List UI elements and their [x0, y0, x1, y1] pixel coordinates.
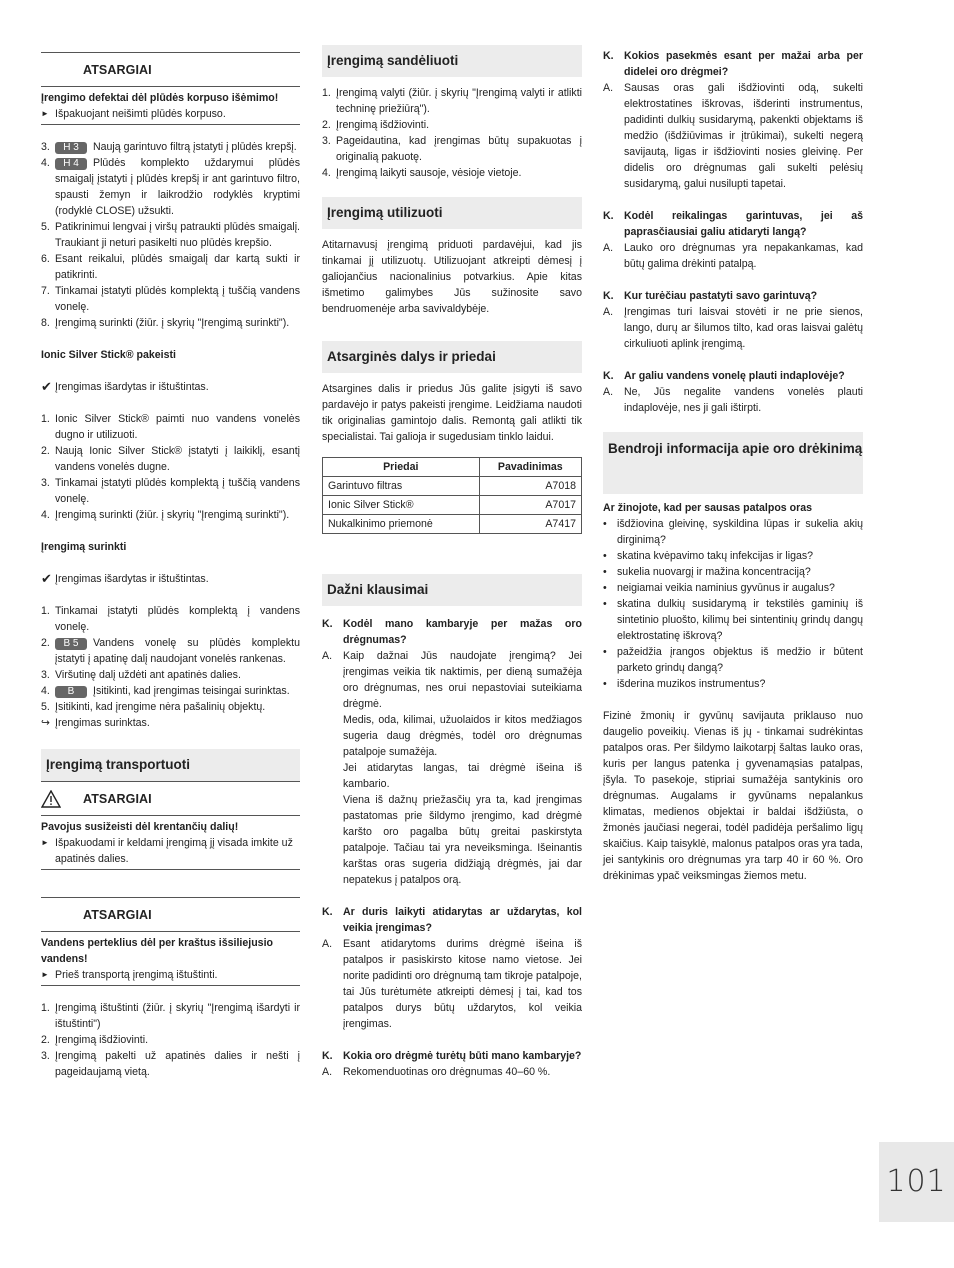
- list-item: [603, 580, 863, 596]
- table-row: [323, 477, 582, 496]
- answer-label: A.: [603, 306, 614, 318]
- store-steps: [322, 85, 582, 181]
- step-text: Įrengimą laikyti sausoje, vėsioje vietoje.: [336, 167, 522, 179]
- warning-bullet-text: Išpakuodami ir keldami įrengimą jį visada imkite už apatinės dalies.: [55, 837, 293, 865]
- info-subtitle: Ar žinojote, kad per sausas patalpos oras: [603, 502, 812, 514]
- step: [41, 1000, 300, 1032]
- step-text: Įrengimą valyti (žiūr. į skyrių "Įrengimą valyti ir atlikti techninę priežiūrą").: [336, 87, 582, 115]
- step-text: Patikrinimui lengvai į viršų patraukti plūdės smaigalį. Traukiant ji neturi pasikelti nuo plūdės krepšio.: [55, 221, 300, 249]
- step-number: 4.: [41, 509, 50, 521]
- warning-head: [41, 898, 300, 932]
- step-number: 4.: [322, 167, 331, 179]
- faq-item: [603, 368, 863, 416]
- step-number: 3.: [41, 141, 50, 153]
- figure-badge: H 3: [55, 142, 87, 154]
- question-text: Kodėl mano kambaryje per mažas oro drėgnumas?: [343, 618, 582, 646]
- question-label: K.: [322, 618, 333, 630]
- table-cell: Ionic Silver Stick®: [323, 496, 480, 515]
- table-cell: A7018: [479, 477, 581, 496]
- bullet-icon: •: [603, 566, 607, 578]
- step-number: 2.: [41, 1034, 50, 1046]
- table-cell: A7417: [479, 515, 581, 534]
- warning-subtitle: Įrengimo defektai dėl plūdės korpuso išėmimo!: [41, 92, 279, 104]
- warning-head: [41, 53, 300, 87]
- faq-question: [322, 904, 582, 936]
- table-cell: A7017: [479, 496, 581, 515]
- column-left: [41, 52, 300, 1080]
- faq-question: [322, 1048, 582, 1064]
- step-number: 7.: [41, 285, 50, 297]
- step-text: Tinkamai įstatyti plūdės komplektą į vandens vonelę.: [55, 605, 300, 633]
- step-text: Įsitikinti, kad įrengime nėra pašalinių objektų.: [55, 701, 266, 713]
- checkmark-icon: ✔: [41, 379, 52, 394]
- faq-item: [603, 208, 863, 272]
- step: [41, 155, 300, 219]
- warning-title: ATSARGIAI: [83, 791, 152, 806]
- faq-question: [603, 288, 863, 304]
- answer-text: Kaip dažnai Jūs naudojate įrengimą? Jei įrengimas veikia tik naktimis, per dieną sumažėja oro drėgnumas, nes orui nepastoviai suteikiama drėgmė.: [343, 650, 582, 710]
- triangle-bullet-icon: ►: [41, 838, 49, 847]
- step-number: 4.: [41, 685, 50, 697]
- warning-bullet: [41, 967, 300, 983]
- ionic-heading: Ionic Silver Stick® pakeisti: [41, 349, 176, 361]
- faq-question: [603, 368, 863, 384]
- step-number: 3.: [322, 135, 331, 147]
- table-header-row: [323, 458, 582, 477]
- step: [41, 219, 300, 251]
- faq-answer: [322, 1064, 582, 1080]
- warning-bullet-text: Išpakuojant neišimti plūdės korpuso.: [55, 108, 226, 120]
- step: [41, 411, 300, 443]
- warning-bullet: [41, 106, 300, 122]
- step-number: 2.: [41, 637, 50, 649]
- step-text: Įsitikinti, kad įrengimas teisingai surinktas.: [93, 685, 290, 697]
- faq-answer: [322, 936, 582, 1032]
- step-text: Įrengimą išdžiovinti.: [336, 119, 430, 131]
- faq-question: [603, 48, 863, 80]
- section-heading-faq: Dažni klausimai: [322, 574, 582, 606]
- warning-title: ATSARGIAI: [83, 62, 152, 77]
- question-label: K.: [603, 370, 614, 382]
- question-text: Kokios pasekmės esant per mažai arba per didelei oro drėgmei?: [624, 50, 863, 78]
- faq-item: [603, 48, 863, 192]
- result-text: Įrengimas surinktas.: [55, 717, 150, 729]
- step-number: 5.: [41, 221, 50, 233]
- step-number: 2.: [41, 445, 50, 457]
- step: [41, 443, 300, 475]
- faq-answer: [603, 80, 863, 192]
- precondition: [41, 571, 300, 587]
- step-text: Įrengimą pakelti už apatinės dalies ir nešti į pageidaujamą vietą.: [55, 1050, 300, 1078]
- ionic-steps: [41, 411, 300, 523]
- table-row: [323, 515, 582, 534]
- list-item: [603, 596, 863, 644]
- result: [41, 715, 300, 731]
- parts-table: [322, 457, 582, 534]
- step: [41, 1032, 300, 1048]
- answer-text: Viena iš dažnų priežasčių yra ta, kad įrengimas pastatomas prie šildymo įrengimo, kad drėgmė karšto oro pagalba būtų greitai paskirstyta patalpoje. Tačiau tai yra neveiksminga. Išeinantis karštas oras sugeria didžiąją drėgmės, jai dar nepatekus į patalpos orą.: [343, 794, 582, 886]
- step: [41, 667, 300, 683]
- answer-text: Lauko oro drėgnumas yra nepakankamas, kad būtų galima drėkinti patalpą.: [624, 242, 863, 270]
- step: [41, 1048, 300, 1080]
- bullet-icon: •: [603, 550, 607, 562]
- answer-text: Rekomenduotinas oro drėgnumas 40–60 %.: [343, 1066, 551, 1078]
- step-number: 3.: [41, 669, 50, 681]
- step-text: Įrengimą ištuštinti (žiūr. į skyrių "Įrengimą išardyti ir ištuštinti"): [55, 1002, 300, 1030]
- section-heading-info: Bendroji informacija apie oro drėkinimą: [603, 432, 863, 494]
- step: [41, 683, 300, 699]
- faq-item: [322, 1048, 582, 1080]
- result-arrow-icon: ↪: [41, 717, 50, 729]
- figure-badge: H 4: [55, 158, 87, 170]
- answer-text: Jei atidarytas langas, tai drėgmė išeina iš kambario.: [343, 762, 582, 790]
- filter-steps: [41, 139, 300, 331]
- question-label: K.: [322, 906, 333, 918]
- precondition-text: Įrengimas išardytas ir ištuštintas.: [55, 573, 209, 585]
- faq-answer: [603, 240, 863, 272]
- answer-label: A.: [322, 650, 333, 662]
- step-text: Naują Ionic Silver Stick® įstatyti į laikiklį, esantį vandens vonelės dugne.: [55, 445, 300, 473]
- step-text: Tinkamai įstatyti plūdės komplektą į tuščią vandens vonelę.: [55, 285, 300, 313]
- bullet-icon: •: [603, 678, 607, 690]
- step-text: Viršutinę dalį uždėti ant apatinės dalies.: [55, 669, 241, 681]
- checkmark-icon: ✔: [41, 571, 52, 586]
- list-item-text: išderina muzikos instrumentus?: [617, 678, 766, 690]
- answer-text: Ne, Jūs negalite vandens vonelės plauti indaplovėje, nes ji gali ištirpti.: [624, 386, 863, 414]
- faq-answer: [603, 384, 863, 416]
- faq-answer: [322, 648, 582, 888]
- step: [322, 117, 582, 133]
- section-heading-dispose: Įrengimą utilizuoti: [322, 197, 582, 229]
- table-row: [323, 496, 582, 515]
- step: [41, 251, 300, 283]
- step-number: 4.: [41, 157, 50, 169]
- question-label: K.: [322, 1050, 333, 1062]
- step-number: 1.: [322, 87, 331, 99]
- list-item: [603, 564, 863, 580]
- answer-text: Įrengimas turi laisvai stovėti ir ne prie sienos, lango, durų ar šilumos tilto, kad oras laisvai galėtų cirkuliuoti aplink įrengimą.: [624, 306, 863, 350]
- warning-bullet: [41, 835, 300, 867]
- table-cell: Nukalkinimo priemonė: [323, 515, 480, 534]
- column-middle: [322, 45, 582, 1096]
- answer-text: Sausas oras gali išdžiovinti odą, sukelti elektrostatines iškrovas, išderinti instrumentus, padidinti dulkių susidarymą, pakenkti objektams iš medžio (išdžiūvimas ir įtrūkimai), sukelti negerą savijautą, ligas ir išdžiovinti nosies gleivinę. Per didelis oro drėgnumas gali sukelti pelėsių susidarymą, galui nusilupti tapetai.: [624, 82, 863, 190]
- step: [41, 283, 300, 315]
- faq-answer: [603, 304, 863, 352]
- step-text: Įrengimą surinkti (žiūr. į skyrių "Įrengimą surinkti").: [55, 317, 290, 329]
- question-text: Ar galiu vandens vonelę plauti indaplovėje?: [624, 370, 845, 382]
- answer-label: A.: [603, 386, 614, 398]
- step-text: Ionic Silver Stick® paimti nuo vandens vonelės dugno ir utilizuoti.: [55, 413, 300, 441]
- warning-head: [41, 782, 300, 816]
- step-text: Pageidautina, kad įrengimas būtų supakuotas į originalią pakuotę.: [336, 135, 582, 163]
- step-number: 8.: [41, 317, 50, 329]
- step-text: Įrengimą išdžiovinti.: [55, 1034, 149, 1046]
- precondition: [41, 379, 300, 395]
- figure-badge: B: [55, 686, 87, 698]
- warning-title: ATSARGIAI: [83, 907, 152, 922]
- step-number: 1.: [41, 1002, 50, 1014]
- table-cell: Garintuvo filtras: [323, 477, 480, 496]
- question-text: Kodėl reikalingas garintuvas, jei aš paprasčiausiai galiu atidaryti langą?: [624, 210, 863, 238]
- bullet-icon: •: [603, 582, 607, 594]
- list-item-text: skatina kvėpavimo takų infekcijas ir ligas?: [617, 550, 814, 562]
- step-text: Tinkamai įstatyti plūdės komplektą į tuščią vandens vonelę.: [55, 477, 300, 505]
- warning-subtitle: Vandens perteklius dėl per kraštus išsiliejusio vandens!: [41, 937, 273, 965]
- step: [41, 507, 300, 523]
- list-item-text: pažeidžia įrangos objektus iš medžio ir būtent parketo grindų dangą?: [617, 646, 863, 674]
- warning-bullet-text: Prieš transportą įrengimą ištuštinti.: [55, 969, 218, 981]
- faq-question: [322, 616, 582, 648]
- bullet-icon: •: [603, 518, 607, 530]
- answer-label: A.: [322, 1066, 333, 1078]
- transport-steps: [41, 1000, 300, 1080]
- question-text: Kur turėčiau pastatyti savo garintuvą?: [624, 290, 818, 302]
- step-number: 6.: [41, 253, 50, 265]
- step-number: 2.: [322, 119, 331, 131]
- section-heading-parts: Atsarginės dalys ir priedai: [322, 341, 582, 373]
- step: [41, 139, 300, 155]
- answer-label: A.: [322, 938, 333, 950]
- bullet-icon: •: [603, 598, 607, 610]
- step-text: Naują garintuvo filtrą įstatyti į plūdės krepšį.: [93, 141, 297, 153]
- step-number: 1.: [41, 413, 50, 425]
- faq-item: [322, 616, 582, 888]
- answer-text: Medis, oda, kilimai, užuolaidos ir kitos medžiagos sugeria daug drėgmės, todėl oro drėgnumas patalpoje sumažėja.: [343, 714, 582, 758]
- step: [322, 165, 582, 181]
- answer-text: Esant atidarytoms durims drėgmė išeina iš patalpos ir pasiskirsto kitose namo vietose. Jei norite padidinti oro drėgnumą tam tikroje patalpoje, tai Jūs turėtumėte atkreipti dėmesį į tai, kad tos patalpos durys būtų uždarytos, kol veikia įrengimas.: [343, 938, 582, 1030]
- question-label: K.: [603, 290, 614, 302]
- page-number: 101: [879, 1142, 954, 1222]
- step-text: Vandens vonelę su plūdės komplektu įstatyti į apatinę dalį naudojant vonelės rankenas.: [55, 637, 300, 665]
- step-text: Esant reikalui, plūdės smaigalį dar kartą sukti ir patikrinti.: [55, 253, 300, 281]
- faq-question: [603, 208, 863, 240]
- warning-subtitle: Pavojus susižeisti dėl krentančių dalių!: [41, 821, 239, 833]
- warning-box-falling-parts: [41, 781, 300, 870]
- assemble-steps: [41, 603, 300, 731]
- info-paragraph: Fizinė žmonių ir gyvūnų savijauta priklauso nuo daugelio poveikių. Vienas iš jų - tinkamai sudrėkintas patalpos oras. Per šildymo laikotarpį šaltas lauko oras, kuris per langus patenka į gyvenamąsias patalpas, įšyla. To pasekoje, stipriai sumažėja santykinis oro drėgnumas. Augalams ir gyvūnams nepalankus klimatas, medienos objektai ir baldai išdžiūsta, o žmonės jaučiasi negerai, todėl padidėja peršalimo ligų skaičius. Kaip taisyklė, malonus patalpos oras yra tada, jei santykinis oro drėgnumas yra tarp 40 ir 60 %. Oro drėkinimas ypač veiksmingas žiemos metu.: [603, 710, 863, 882]
- dispose-text: Atitarnavusį įrengimą priduoti pardavėjui, kad jis tinkamai jį utilizuotų. Utilizuojant atkreipti dėmesį į galiojančius nacionalinius potvarkius. Apie kitas išmetimo galimybes Jūs sužinosite savo bendruomenėje arba savivaldybėje.: [322, 239, 582, 315]
- section-heading-store: Įrengimą sandėliuoti: [322, 45, 582, 77]
- question-text: Ar duris laikyti atidarytas ar uždarytas, kol veikia įrengimas?: [343, 906, 582, 934]
- question-label: K.: [603, 210, 614, 222]
- step: [41, 475, 300, 507]
- step: [41, 603, 300, 635]
- warning-box-defects: [41, 52, 300, 125]
- step: [41, 699, 300, 715]
- step: [322, 85, 582, 117]
- assemble-heading: Įrengimą surinkti: [41, 541, 127, 553]
- step-number: 3.: [41, 477, 50, 489]
- step: [41, 635, 300, 667]
- answer-label: A.: [603, 82, 614, 94]
- list-item: [603, 644, 863, 676]
- list-item: [603, 548, 863, 564]
- triangle-bullet-icon: ►: [41, 109, 49, 118]
- precondition-text: Įrengimas išardytas ir ištuštintas.: [55, 381, 209, 393]
- triangle-bullet-icon: ►: [41, 970, 49, 979]
- list-item-text: sukelia nuovargį ir mažina koncentraciją?: [617, 566, 811, 578]
- faq-item: [322, 904, 582, 1032]
- step-number: 1.: [41, 605, 50, 617]
- question-text: Kokia oro drėgmė turėtų būti mano kambaryje?: [343, 1050, 582, 1062]
- step-text: Plūdės komplekto uždarymui plūdės smaigalį įstatyti į plūdės krepšį ir ant garintuvo filtro, spausti žemyn ir laikrodžio rodyklės kryptimi (rodyklė CLOSE) užsukti.: [55, 157, 300, 217]
- table-header: Priedai: [323, 458, 480, 477]
- step-text: Įrengimą surinkti (žiūr. į skyrių "Įrengimą surinkti").: [55, 509, 290, 521]
- step: [41, 315, 300, 331]
- column-right: [603, 48, 863, 884]
- list-item: [603, 676, 863, 692]
- warning-box-overflow: [41, 897, 300, 986]
- section-heading-transport: Įrengimą transportuoti: [41, 749, 300, 781]
- answer-label: A.: [603, 242, 614, 254]
- bullet-icon: •: [603, 646, 607, 658]
- table-header: Pavadinimas: [479, 458, 581, 477]
- list-item-text: neigiamai veikia naminius gyvūnus ir augalus?: [617, 582, 835, 594]
- list-item-text: išdžiovina gleivinę, syskildina lūpas ir sukelia akių dirginimą?: [617, 518, 863, 546]
- warning-triangle-icon: [41, 790, 83, 808]
- list-item-text: skatina dulkių susidarymą ir tekstilės gaminių iš sintetinio pluošto, kilimų bei sintentinių grindų dangų elektrostatinę iškrovą?: [617, 598, 863, 642]
- faq-item: [603, 288, 863, 352]
- info-bullets: [603, 516, 863, 692]
- list-item: [603, 516, 863, 548]
- step: [322, 133, 582, 165]
- step-number: 3.: [41, 1050, 50, 1062]
- step-number: 5.: [41, 701, 50, 713]
- parts-text: Atsargines dalis ir priedus Jūs galite įsigyti iš savo pardavėjo ir patys pakeisti įrengime. Leidžiama naudoti tik originalias gamintojo dalis. Remontą gali atlikti tik specialistai. Tai galioja ir sugedusiam tinklo laidui.: [322, 383, 582, 443]
- figure-badge: B 5: [55, 638, 87, 650]
- question-label: K.: [603, 50, 614, 62]
